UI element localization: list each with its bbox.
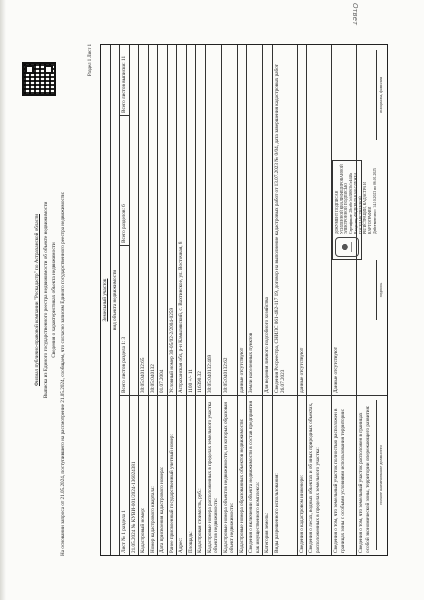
object-kind-row bbox=[111, 45, 121, 555]
stamp-line: РЕГИСТРАЦИИ, КАДАСТРА И КАРТОГРАФИИ bbox=[363, 181, 373, 234]
table-row bbox=[273, 45, 298, 555]
stamp-line: Сертификат: 28ce8e1cb38063b1e4f48a bbox=[349, 172, 354, 234]
characteristics-title: Сведения о характеристиках объекта недвижимости bbox=[51, 242, 57, 358]
row-value: Условный номер 30-05/02-2/2004-0259 bbox=[168, 307, 175, 393]
stamp-line: ДОКУМЕНТ ПОДПИСАН bbox=[335, 190, 339, 234]
sheet-header-row bbox=[120, 45, 130, 555]
scan-edge bbox=[0, 0, 6, 600]
stamp-line: Владелец: ФЕДЕРАЛЬНАЯ СЛУЖБА ГОСУДАРСТВЕННОЙ bbox=[353, 172, 363, 234]
extract-table bbox=[100, 44, 388, 556]
row-value: Данные отсутствуют bbox=[333, 346, 339, 393]
table-row bbox=[196, 45, 206, 555]
table-row bbox=[130, 45, 140, 555]
row-label: Кадастровые номера образованных объектов недвижимости: bbox=[238, 395, 247, 555]
signature-initials: инициалы, фамилия bbox=[376, 50, 383, 140]
table-row bbox=[187, 45, 197, 555]
row-label: Площадь: bbox=[187, 395, 196, 555]
electronic-signature-stamp bbox=[332, 160, 377, 260]
row-label: Сведения о кадастровом инженере: bbox=[298, 395, 307, 555]
table-row bbox=[247, 45, 263, 555]
table-row bbox=[168, 45, 178, 555]
row-label: Дата присвоения кадастрового номера: bbox=[158, 395, 167, 555]
table-row bbox=[149, 45, 159, 555]
row-label: 21.05.2024 № КУВИ-001/2024-136024381 bbox=[130, 395, 139, 555]
coat-of-arms-icon bbox=[335, 237, 359, 257]
row-value: Астраханская обл, р-н Камызякский, с. Вахтинское, ул. Восточная, 8 bbox=[178, 241, 184, 393]
table-row bbox=[332, 45, 357, 555]
table-row bbox=[206, 45, 222, 555]
row-value: данные отсутствуют bbox=[298, 347, 305, 393]
object-type: Земельный участок bbox=[102, 278, 108, 322]
row-label: Категория земель: bbox=[263, 395, 272, 555]
handwritten-note: Ответ bbox=[350, 2, 359, 26]
row-value bbox=[130, 45, 139, 395]
row-value: Для ведения личного подсобного хозяйства bbox=[264, 297, 270, 393]
stamp-line: Действителен с 14.10.2023 по 06.01.2025 bbox=[372, 167, 377, 234]
row-label: Адрес: bbox=[177, 395, 186, 555]
row-label: Ранее присвоенный государственный учетный номер: bbox=[168, 395, 177, 555]
table-row bbox=[238, 45, 248, 555]
row-label: Сведения о том, что земельный участок расположен в границах особой экономической зоны, территории опережающего развития: bbox=[357, 395, 387, 555]
signature-sign: подпись bbox=[376, 260, 383, 320]
row-value: 01.07.2004 bbox=[159, 369, 165, 393]
row-value: данные отсутствуют bbox=[238, 347, 245, 393]
table-row bbox=[177, 45, 187, 555]
total-sheets-section: Всего листов раздела 1: 3 bbox=[120, 245, 129, 395]
row-label: Кадастровые номера расположенных в пределах земельного участка объектов недвижимости: bbox=[206, 395, 221, 555]
total-sections: Всего разделов: 6 bbox=[120, 115, 129, 245]
row-value: 30:05:040132:62 bbox=[222, 357, 229, 393]
row-value: Сведения Росреестра, СНИЛС 061-482-117 19, договор на выполнение кадастровых работ от 13.07.2023 № 0/04, дата завершения кадастровых работ 26.07.2023 bbox=[273, 64, 286, 393]
row-value: Земли населенных пунктов bbox=[248, 332, 254, 393]
table-row bbox=[263, 45, 273, 555]
row-value bbox=[307, 45, 331, 395]
table-row bbox=[139, 45, 149, 555]
stamp-line: ЭЛЕКТРОННОЙ ПОДПИСЬЮ bbox=[344, 183, 349, 234]
branch-name: Филиал публично-правовой компании "Роскадастр" по Астраханской области bbox=[34, 213, 40, 387]
row-label: Кадастровые номера объектов недвижимости, из которых образован объект недвижимости: bbox=[222, 395, 237, 555]
rotated-document bbox=[32, 40, 392, 560]
table-row bbox=[307, 45, 332, 555]
row-label: Сведения о лесах, водных объектах и об иных природных объектах, расположенных в пределах земельного участка: bbox=[307, 395, 331, 555]
row-label: Сведения о том, что земельный участок полностью расположен в границах зоны с особыми условиями использования территории: bbox=[332, 395, 356, 555]
signature-position: полное наименование должности bbox=[376, 400, 383, 550]
row-label: Кадастровая стоимость, руб.: bbox=[196, 395, 205, 555]
row-value: 1100 +/- 11 bbox=[187, 369, 194, 393]
row-value: 30:05:040132 bbox=[149, 364, 156, 393]
row-label: Кадастровый номер: bbox=[139, 395, 148, 555]
row-value: 30:05:040132:469 bbox=[206, 354, 213, 393]
extract-title: Выписка из Единого государственного реестра недвижимости об объекте недвижимости bbox=[42, 201, 49, 399]
row-value: 30:05:040132:65 bbox=[140, 357, 146, 393]
object-kind: вид объекта недвижимости bbox=[111, 269, 118, 331]
section-sheet-label: Раздел 1 Лист 1 bbox=[88, 44, 93, 77]
row-value: 116390.32 bbox=[197, 371, 203, 393]
object-type-row bbox=[101, 45, 111, 555]
request-line: На основании запроса от 21.05.2024, поступившего на рассмотрение 21.05.2024, сообщаем, что согласно записям Единого государственного реестра недвижимости: bbox=[59, 191, 66, 556]
table-row bbox=[298, 45, 308, 555]
document-header bbox=[34, 40, 66, 560]
table-row bbox=[158, 45, 168, 555]
row-label: Виды разрешенного использования: bbox=[273, 395, 297, 555]
total-sheets-extract: Всего листов выписки: 11 bbox=[121, 55, 127, 113]
sheet-number: Лист № 1 раздела 1 bbox=[120, 395, 129, 555]
row-label: Сведения о включении объекта недвижимости в состав предприятия как имущественного комплекса: bbox=[247, 395, 262, 555]
row-label: Номер кадастрового квартала: bbox=[149, 395, 158, 555]
table-row bbox=[222, 45, 238, 555]
stamp-line: УСИЛЕННОЙ КВАЛИФИЦИРОВАННОЙ bbox=[339, 164, 344, 234]
